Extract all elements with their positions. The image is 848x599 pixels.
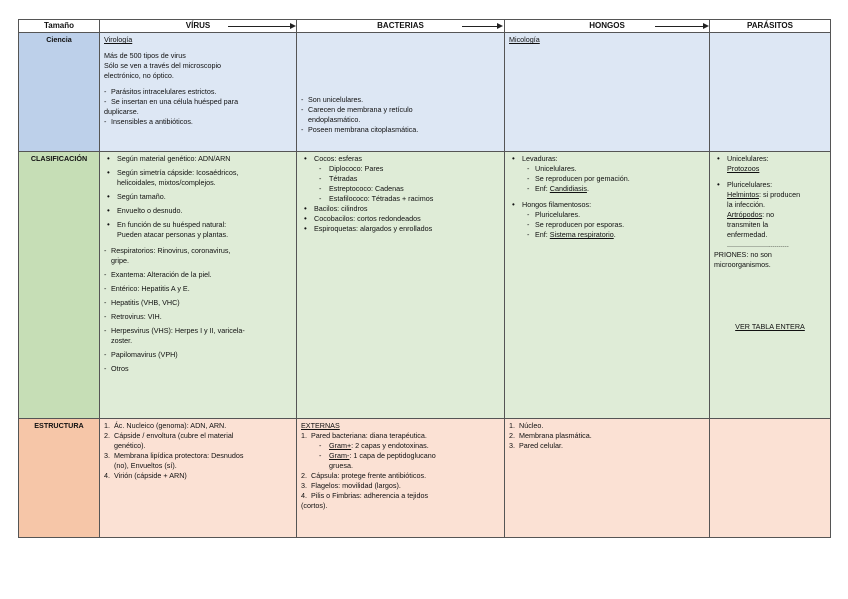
arrow-line: [228, 26, 292, 27]
list-item: - Entérico: Hepatitis A y E.: [104, 284, 292, 294]
clasif-parasitos-cell: • Unicelulares: Protozoos • Pluricelulares: Helmintos: si producen la infección. Artrópodos: no transmiten la enfermedad. ............................... PRIONES: no son microorganismos. VER TABLA ENTERA: [710, 152, 831, 419]
virus-science-title: Virología: [104, 35, 133, 44]
row-label-ciencia: Ciencia: [19, 33, 100, 152]
protozoos-link[interactable]: Protozoos: [727, 164, 760, 173]
ciencia-virus-cell: Virología Más de 500 tipos de virus Sólo se ven a través del microscopio electrónico, no óptico. - Parásitos intracelulares estrictos. - Se insertan en una célula huésped para duplicarse. - Insensibles a antibióticos.: [100, 33, 297, 152]
clasif-virus-cell: • Según material genético: ADN/ARN • Según simetría cápside: Icosaédricos, helicoidales, mixtos/complejos. • Según tamaño. • Envuelto o desnudo. • En función de su huésped natural: Pueden atacar personas y plantas. - Respiratorios: Rinovirus, coronavirus, gripe. - Exantema: Alteración de la piel. - Entérico: Hepatitis A y E. - Hepatitis (VHB, VHC) - Retrovirus: VIH. - Herpesvirus (VHS): Herpes I y II, varicela- zoster. - Papilomavirus (VPH) - Otros: [100, 152, 297, 419]
comparison-table: [18, 19, 831, 538]
list-item: 2. Cápsula: protege frente antibióticos.: [301, 471, 427, 480]
header-virus: VÍRUS: [100, 20, 297, 33]
sistema-respiratorio-link[interactable]: Sistema respiratorio: [549, 230, 614, 239]
list-item: 3. Flagelos: movilidad (largos).: [301, 481, 401, 490]
helmintos-link[interactable]: Helmintos: [727, 190, 759, 199]
list-item: • Espiroquetas: alargados y enrollados: [301, 224, 500, 234]
row-clasificacion: [19, 152, 831, 419]
list-item: - Tétradas: [301, 174, 500, 184]
list-item-cont: endoplasmático.: [308, 115, 361, 124]
list-item: - Enf: Candidiasis.: [509, 184, 705, 194]
list-item: - Gram-: 1 capa de peptidoglucano: [301, 451, 500, 461]
clasif-bacterias-cell: [297, 152, 505, 419]
list-item: • Unicelulares:: [714, 154, 826, 164]
list-item: • Bacilos: cilindros: [301, 204, 500, 214]
arrow-line: [462, 26, 499, 27]
list-item: • En función de su huésped natural:: [104, 220, 292, 230]
estructura-virus-cell: 1. Ác. Nucleico (genoma): ADN, ARN. 2. Cápside / envoltura (cubre el material genético). 3. Membrana lipídica protectora: Desnudos (no), Envueltos (sí). 4. Virión (cápside + ARN): [100, 419, 297, 538]
list-item-cont: duplicarse.: [104, 107, 139, 116]
list-item: - Insensibles a antibióticos.: [104, 117, 292, 127]
header-tamano: Tamaño: [19, 20, 100, 33]
list-item: - Estafilococo: Tétradas + racimos: [301, 194, 500, 204]
ciencia-parasitos-cell: [710, 33, 831, 152]
arrow-line: [655, 26, 705, 27]
divider-dots: ...............................: [727, 240, 789, 249]
header-hongos: HONGOS: [505, 20, 710, 33]
row-estructura: [19, 419, 831, 538]
list-item: • Según simetría cápside: Icosaédricos,: [104, 168, 292, 178]
list-item: - Carecen de membrana y retículo: [301, 105, 500, 115]
list-item: • Según tamaño.: [104, 192, 292, 202]
list-item: • Levaduras:: [509, 154, 705, 164]
ver-tabla-entera-link[interactable]: VER TABLA ENTERA: [735, 322, 805, 331]
row-label-clasificacion: CLASIFICACIÓN: [19, 152, 100, 419]
list-item: • Cocobacilos: cortos redondeados: [301, 214, 500, 224]
list-item: 3. Membrana lipídica protectora: Desnudos: [104, 451, 244, 460]
list-item: - Unicelulares.: [509, 164, 705, 174]
list-item: - Poseen membrana citoplasmática.: [301, 125, 500, 135]
artropodos-link[interactable]: Artrópodos: [727, 210, 763, 219]
list-item: - Pluricelulares.: [509, 210, 705, 220]
row-label-estructura: ESTRUCTURA: [19, 419, 100, 538]
list-item: 2. Membrana plasmática.: [509, 431, 592, 440]
list-item: 1. Ác. Nucleico (genoma): ADN, ARN.: [104, 421, 227, 430]
list-item: - Diplococo: Pares: [301, 164, 500, 174]
list-item: - Estreptococo: Cadenas: [301, 184, 500, 194]
list-item: - Respiratorios: Rinovirus, coronavirus,: [104, 246, 292, 256]
list-item: - Gram+: 2 capas y endotoxinas.: [301, 441, 500, 451]
externas-heading: EXTERNAS: [301, 421, 340, 430]
list-item: 4. Pilis o Fimbrias: adherencia a tejidos: [301, 491, 429, 500]
clasif-hongos-cell: [505, 152, 710, 419]
estructura-bacterias-cell: EXTERNAS 1. Pared bacteriana: diana terapéutica. - Gram+: 2 capas y endotoxinas. - Gram-: 1 capa de peptidoglucano gruesa. 2. Cápsula: protege frente antibióticos. 3. Flagelos: movilidad (largos). 4. Pilis o Fimbrias: adherencia a tejidos (cortos).: [297, 419, 505, 538]
header-parasitos: PARÁSITOS: [710, 20, 831, 33]
list-item: - Papilomavirus (VPH): [104, 350, 292, 360]
list-item: - Exantema: Alteración de la piel.: [104, 270, 292, 280]
list-item: - Se insertan en una célula huésped para: [104, 97, 292, 107]
ciencia-bacterias-cell: [297, 33, 505, 152]
ciencia-hongos-cell: [505, 33, 710, 152]
estructura-hongos-cell: [505, 419, 710, 538]
arrow-right-icon: [290, 23, 296, 29]
list-item: - Otros: [104, 364, 292, 374]
list-item: • Según material genético: ADN/ARN: [104, 154, 292, 164]
list-item: - Se reproducen por esporas.: [509, 220, 705, 230]
hongos-science-title: Micología: [509, 35, 540, 44]
list-item: - Herpesvirus (VHS): Herpes I y II, varicela-: [104, 326, 292, 336]
arrow-right-icon: [703, 23, 709, 29]
list-item: • Hongos filamentosos:: [509, 200, 705, 210]
list-item: 2. Cápside / envoltura (cubre el material: [104, 431, 234, 440]
list-item: - Son unicelulares.: [301, 95, 500, 105]
header-row: [19, 20, 831, 33]
list-item: - Hepatitis (VHB, VHC): [104, 298, 292, 308]
list-item: 1. Pared bacteriana: diana terapéutica.: [301, 431, 427, 440]
row-ciencia: [19, 33, 831, 152]
candidiasis-link[interactable]: Candidiasis: [549, 184, 587, 193]
list-item: - Enf: Sistema respiratorio.: [509, 230, 705, 240]
estructura-parasitos-cell: [710, 419, 831, 538]
list-item: • Envuelto o desnudo.: [104, 206, 292, 216]
list-item: 1. Núcleo.: [509, 421, 544, 430]
list-item: • Cocos: esferas: [301, 154, 500, 164]
list-item: • Pluricelulares:: [714, 180, 826, 190]
list-item: - Retrovirus: VIH.: [104, 312, 292, 322]
list-item: 3. Pared celular.: [509, 441, 563, 450]
header-bacterias: BACTERIAS: [297, 20, 505, 33]
list-item: 4. Virión (cápside + ARN): [104, 471, 187, 480]
list-item: - Parásitos intracelulares estrictos.: [104, 87, 292, 97]
list-item: - Se reproducen por gemación.: [509, 174, 705, 184]
arrow-right-icon: [497, 23, 503, 29]
